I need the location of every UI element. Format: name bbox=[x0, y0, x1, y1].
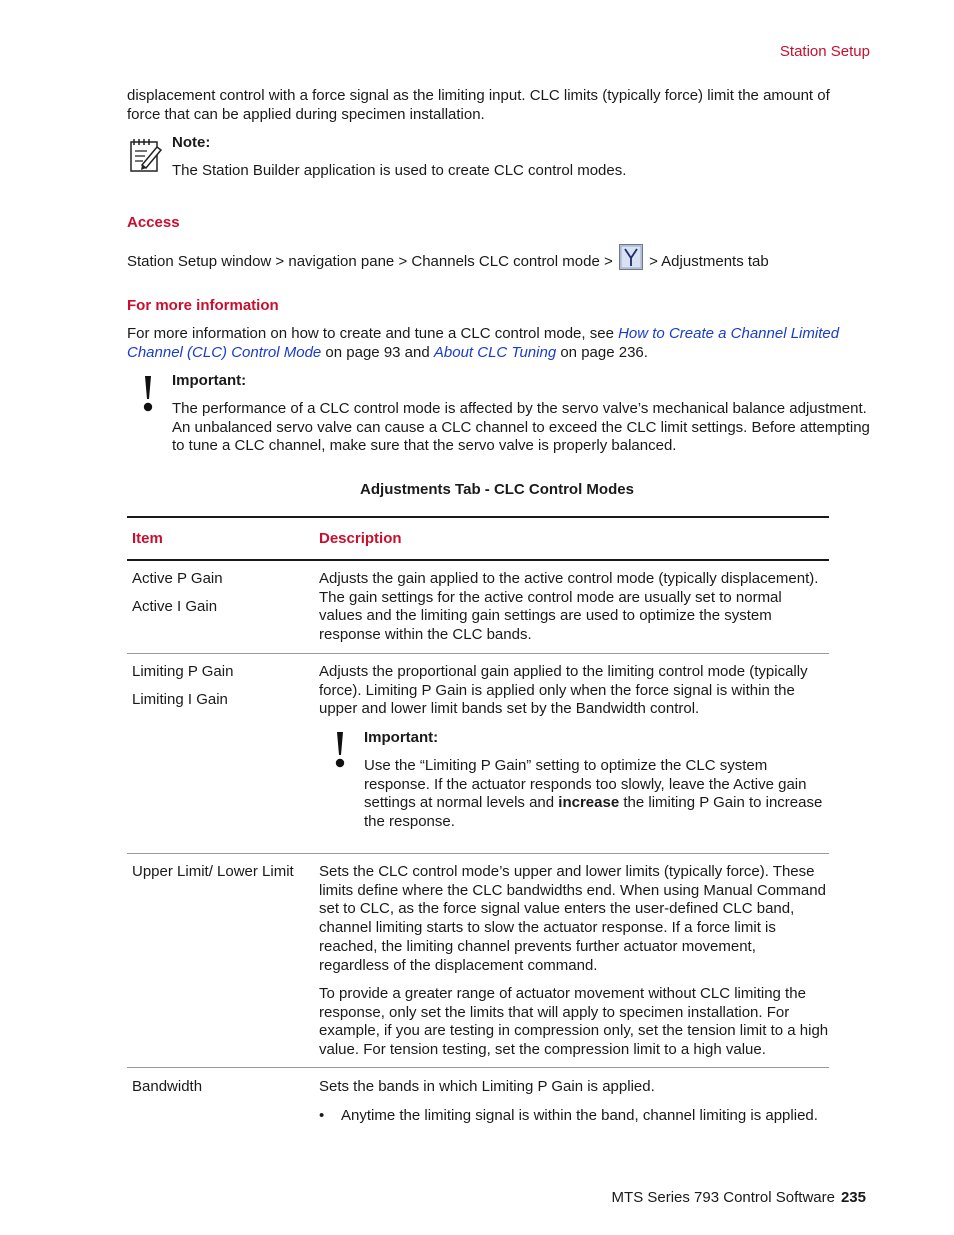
note-text: The Station Builder application is used to create CLC control modes. bbox=[172, 162, 627, 179]
important-exclamation-icon bbox=[331, 730, 349, 770]
row-divider bbox=[127, 1067, 829, 1068]
clc-mode-icon bbox=[619, 244, 643, 270]
running-header: Station Setup bbox=[779, 43, 870, 60]
important-text-part: Use the “Limiting P Gain” setting to optimize the CLC system response. If the actuator responds too slowly, leave the Active gain settings at normal levels and bbox=[364, 757, 807, 812]
row-description: Sets the CLC control mode’s upper and lower limits (typically force). These limits define where the CLC bandwidths end. When using Manual Command set to CLC, as the force signal value enters the user-defined CLC band, channel limiting starts to slow the actuator response. If a force limit is reached, the limiting channel prevents further actuator movement, regardless of the displacement command. bbox=[319, 863, 826, 974]
page-footer bbox=[612, 1189, 866, 1206]
row-description: Sets the bands in which Limiting P Gain is applied. bbox=[319, 1078, 655, 1095]
page-number: 235 bbox=[840, 1189, 866, 1206]
important-exclamation-icon bbox=[139, 374, 157, 414]
row-item: Limiting I Gain bbox=[132, 691, 228, 708]
more-info-text: on page 93 and bbox=[321, 343, 434, 361]
important-text-part: the limiting P Gain to increase the response. bbox=[364, 794, 823, 831]
important-emphasis: increase bbox=[558, 794, 620, 812]
row-item: Active I Gain bbox=[132, 598, 218, 615]
row-description: Adjusts the gain applied to the active control mode (typically displacement). The gain settings for the active control mode are usually set to normal values and the limiting gain settings are used to optimize the system response within the CLC bands. bbox=[319, 570, 819, 644]
row-item: Limiting P Gain bbox=[132, 663, 234, 680]
intro-paragraph: displacement control with a force signal as the limiting input. CLC limits (typically force) limit the amount of force that can be applied during specimen installation. bbox=[127, 87, 830, 123]
row-item: Bandwidth bbox=[132, 1078, 203, 1095]
row-divider bbox=[127, 653, 829, 654]
important-label: Important: bbox=[364, 729, 439, 746]
access-path bbox=[127, 244, 769, 275]
note-pencil-icon bbox=[128, 137, 162, 173]
important-text: The performance of a CLC control mode is affected by the servo valve’s mechanical balance adjustment. An unbalanced servo valve can cause a CLC channel to exceed the CLC limit settings. Before attempting to tune a CLC channel, make sure that the servo valve is properly balanced. bbox=[172, 400, 870, 455]
link-about-clc-tuning[interactable]: About CLC Tuning bbox=[433, 343, 557, 361]
more-info-paragraph bbox=[127, 325, 867, 362]
column-header-description: Description bbox=[319, 530, 402, 547]
more-info-text: For more information on how to create and tune a CLC control mode, see bbox=[127, 325, 619, 342]
table-top-rule bbox=[127, 516, 829, 518]
table-caption: Adjustments Tab - CLC Control Modes bbox=[360, 481, 634, 498]
link-create-clc-mode[interactable]: How to Create a Channel Limited Channel (CLC) Control Mode bbox=[127, 325, 840, 361]
important-text bbox=[364, 757, 830, 832]
bullet-marker: • bbox=[319, 1107, 325, 1124]
more-info-text: on page 236. bbox=[556, 343, 648, 361]
access-heading: Access bbox=[127, 214, 180, 231]
access-path-after: > Adjustments tab bbox=[649, 253, 769, 270]
row-item: Upper Limit/ Lower Limit bbox=[132, 863, 294, 880]
column-header-item: Item bbox=[132, 530, 163, 547]
row-item: Active P Gain bbox=[132, 570, 223, 587]
footer-product: MTS Series 793 Control Software bbox=[611, 1189, 835, 1206]
access-path-before: Station Setup window > navigation pane > Channels CLC control mode > bbox=[127, 253, 613, 270]
important-label: Important: bbox=[172, 372, 247, 389]
bullet-text: Anytime the limiting signal is within the band, channel limiting is applied. bbox=[341, 1107, 818, 1124]
row-description: Adjusts the proportional gain applied to the limiting control mode (typically force). Limiting P Gain is applied only when the force signal is within the upper and lower limit bands set by the Bandwidth control. bbox=[319, 663, 808, 718]
note-label: Note: bbox=[172, 134, 211, 151]
row-divider bbox=[127, 853, 829, 854]
table-header-rule bbox=[127, 559, 829, 561]
row-description: To provide a greater range of actuator movement without CLC limiting the response, only set the limits that will apply to specimen installation. For example, if you are testing in compression only, set the tension limit to a high value. For tension testing, set the compression limit to a high value. bbox=[319, 985, 829, 1059]
more-info-heading: For more information bbox=[127, 297, 279, 314]
